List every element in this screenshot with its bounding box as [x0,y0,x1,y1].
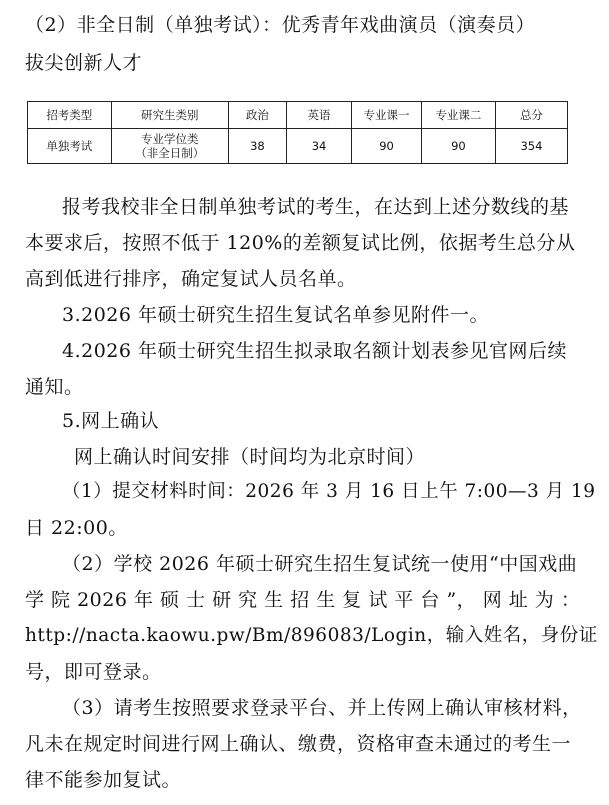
cell-major1: 90 [352,129,422,164]
cell-category-line2: （非全日制） [135,146,205,160]
cell-category [111,129,228,164]
header-major1: 专业课一 [352,102,422,129]
header-english: 英语 [287,102,352,129]
item5-point2-line2: 学 院 2026 年 硕 士 研 究 生 招 生 复 试 平 台 ”， 网 址 为 ： [25,589,581,611]
item3-text: 3.2026 年硕士研究生招生复试名单参见附件一。 [62,304,490,326]
item5-point1-line2: 日 22:00。 [25,517,128,539]
item4-line1: 4.2026 年硕士研究生招生拟录取名额计划表参见官网后续 [62,340,568,362]
header-politics: 政治 [228,102,286,129]
cell-major2: 90 [422,129,496,164]
item5-title: 5.网上确认 [62,410,160,432]
cell-english: 34 [287,129,352,164]
cell-category-line1: 专业学位类 [140,132,199,146]
header-exam-type: 招考类型 [28,102,112,129]
section-heading-line1: （2）非全日制（单独考试）：优秀青年戏曲演员（演奏员） [25,14,536,36]
item5-point2-line1: （2）学校 2026 年硕士研究生招生复试统一使用“中国戏曲 [62,553,578,575]
item5-point2-line4: 号，即可登录。 [25,661,162,683]
item5-point2-line3: http://nacta.kaowu.pw/Bm/896083/Login，输入姓名，身份证 [25,625,598,646]
paragraph-rank-line3: 高到低进行排序，确定复试人员名单。 [25,268,357,290]
item5-point3-line2: 凡未在规定时间进行网上确认、缴费，资格审查未通过的考生一 [25,733,572,755]
header-total: 总分 [495,102,567,129]
item5-subtitle: 网上确认时间安排（时间均为北京时间） [74,446,426,468]
header-category: 研究生类别 [111,102,228,129]
item4-line2: 通知。 [25,376,84,398]
paragraph-rank-line1: 报考我校非全日制单独考试的考生，在达到上述分数线的基 [62,196,570,218]
header-major2: 专业课二 [422,102,496,129]
score-table [27,101,568,164]
item5-point1-line1: （1）提交材料时间：2026 年 3 月 16 日上午 7:00—3 月 19 [62,481,596,502]
section-heading-line2: 拔尖创新人才 [25,52,143,74]
cell-exam-type: 单独考试 [28,129,112,164]
cell-total: 354 [495,129,567,164]
score-table-header-row [28,102,568,129]
item5-point3-line1: （3）请考生按照要求登录平台、并上传网上确认审核材料， [62,697,582,719]
score-table-row [28,129,568,164]
paragraph-rank-line2: 本要求后，按照不低于 120%的差额复试比例，依据考生总分从 [25,232,576,254]
item5-point3-line3: 律不能参加复试。 [25,769,182,791]
cell-politics: 38 [228,129,286,164]
